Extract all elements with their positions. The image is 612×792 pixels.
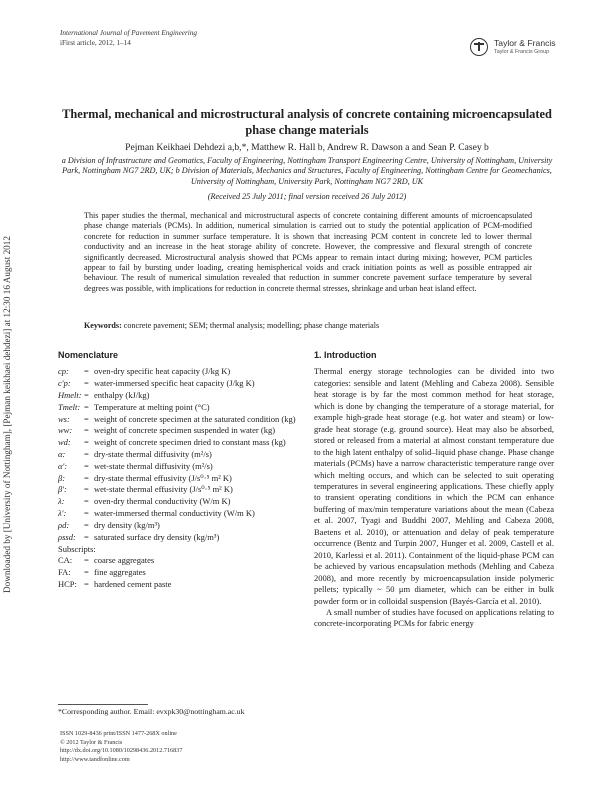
nomenclature-symbol: α':: [58, 460, 68, 471]
footnote-divider: [58, 704, 148, 705]
corresponding-author-footnote: *Corresponding author. Email: evxpk30@nottingham.ac.uk: [58, 707, 245, 716]
nomenclature-definition: enthalpy (kJ/kg): [94, 390, 150, 400]
nomenclature-item: ws: = weight of concrete specimen at the saturated condition (kg): [58, 414, 298, 425]
nomenclature-symbol: λ':: [58, 507, 67, 518]
nomenclature-item: ww: = weight of concrete specimen suspended in water (kg): [58, 425, 298, 436]
article-title: Thermal, mechanical and microstructural analysis of concrete containing microencapsulated phase change materials: [62, 107, 552, 137]
nomenclature-definition: oven-dry specific heat capacity (J/kg K): [94, 366, 231, 377]
subscript-item: CA: = coarse aggregates: [58, 555, 298, 566]
nomenclature-item: cp: = oven-dry specific heat capacity (J/kg K): [58, 366, 298, 377]
keywords: [84, 321, 532, 331]
nomenclature-definition: weight of concrete specimen at the saturated condition (kg): [94, 413, 296, 424]
subscripts-heading: Subscripts:: [58, 543, 96, 554]
subscript-definition: coarse aggregates: [94, 555, 155, 566]
nomenclature-item: ρssd: = saturated surface dry density (kg/m³): [58, 532, 298, 543]
publisher-logo: [468, 34, 568, 62]
nomenclature-definition: wet-state thermal effusivity (J/s⁰·⁵ m² K): [94, 484, 233, 495]
nomenclature-symbol: λ:: [58, 496, 65, 507]
issn-line: ISSN 1029-8436 print/ISSN 1477-268X online: [60, 730, 177, 737]
publisher-logo-icon: [470, 38, 488, 56]
introduction-paragraph: A small number of studies have focused on applications relating to concrete-incorporating PCMs for fabric energy: [314, 606, 554, 629]
nomenclature-symbol: ws:: [58, 413, 70, 424]
nomenclature-item: c'p: = water-immersed specific heat capacity (J/kg K): [58, 378, 298, 389]
nomenclature-list: [58, 366, 298, 543]
nomenclature-symbol: α:: [58, 448, 66, 459]
subscript-item: FA: = fine aggregates: [58, 567, 298, 578]
nomenclature-item: β: = dry-state thermal effusivity (J/s⁰·⁵ m² K): [58, 473, 298, 484]
nomenclature-item: α: = dry-state thermal diffusivity (m²/s): [58, 449, 298, 460]
nomenclature-symbol: β':: [58, 484, 67, 495]
nomenclature-symbol: β:: [58, 472, 66, 483]
nomenclature-item: ρd: = dry density (kg/m³): [58, 520, 298, 531]
nomenclature-definition: wet-state thermal diffusivity (m²/s): [94, 460, 213, 471]
publisher-name: Taylor & Francis: [494, 38, 556, 48]
nomenclature-definition: water-immersed thermal conductivity (W/m K): [94, 507, 255, 518]
nomenclature-symbol: c'p:: [58, 378, 71, 389]
journal-name: International Journal of Pavement Engineering: [60, 29, 197, 37]
nomenclature-symbol: cp:: [58, 366, 69, 377]
copyright-line: © 2012 Taylor & Francis: [60, 738, 123, 746]
introduction-heading: 1. Introduction: [314, 350, 377, 360]
nomenclature-symbol: wd:: [58, 437, 71, 448]
nomenclature-item: λ: = oven-dry thermal conductivity (W/m K): [58, 496, 298, 507]
nomenclature-section: [58, 350, 298, 591]
nomenclature-definition: weight of concrete specimen dried to constant mass (kg): [94, 437, 286, 448]
nomenclature-definition: Temperature at melting point (°C): [94, 401, 210, 412]
nomenclature-definition: saturated surface dry density (kg/m³): [94, 531, 220, 542]
subscript-item: HCP: = hardened cement paste: [58, 579, 298, 590]
nomenclature-definition: oven-dry thermal conductivity (W/m K): [94, 496, 231, 507]
nomenclature-symbol: Tmelt:: [58, 401, 81, 412]
download-watermark: Downloaded by [University of Nottingham], [Pejman keikhaei dehdezi] at 12:30 16 August 2012: [2, 236, 12, 594]
nomenclature-definition: weight of concrete specimen suspended in water (kg): [94, 425, 276, 436]
nomenclature-symbol: ρd:: [58, 519, 70, 530]
keywords-label: Keywords:: [84, 321, 122, 330]
nomenclature-symbol: ww:: [58, 425, 73, 436]
introduction-paragraph: Thermal energy storage technologies can be divided into two categories: sensible and latent (Mehling and Cabeza 2008). Sensible heat storage is by far the most common method for heat storage, which is done by changing the temperature of a storage material, for example high-grade heat storage (e.g. hot water and steam) or low-grade heat storage (e.g. ground source). Heat may also be absorbed, stored or released from a material at almost constant temperature due to the high latent enthalpy of solid–liquid phase change. Phase change materials (PCMs) have a narrow characteristic temperature range over which melting occurs, and which can be selected to suit operating temperatures in several engineering applications. These chiefly apply to transient operating conditions in which the PCM can enhance buffering of max/min temperature variations about the mean (Cabeza et al. 2007, Tyagi and Buddhi 2007, Mehling and Cabeza 2008, Baetens et al. 2010), or attenuation and delay of peak temperature occurrence (Bentz and Turpin 2007, Hunger et al. 2009, Castell et al. 2010, Karlessi et al. 2011). Containment of the liquid-phase PCM can be achieved by various encapsulation methods (Mehling and Cabeza 2008), and more recently by microencapsulation inside polymeric pellets; typically ~ 50 μm diameter, which can be either in bulk powder form or in colloidal suspension (Bayés-García et al. 2010).: [314, 366, 554, 606]
publication-meta: [60, 730, 182, 764]
nomenclature-definition: water-immersed specific heat capacity (J/kg K): [94, 378, 255, 389]
keywords-text: concrete pavement; SEM; thermal analysis; modelling; phase change materials: [123, 321, 380, 330]
journal-issue: iFirst article, 2012, 1–14: [60, 39, 131, 47]
publisher-website-link[interactable]: http://www.tandfonline.com: [60, 755, 130, 763]
received-dates: (Received 25 July 2011; final version received 26 July 2012): [207, 192, 407, 201]
doi-link[interactable]: http://dx.doi.org/10.1080/10298436.2012.716837: [60, 747, 183, 754]
nomenclature-item: β': = wet-state thermal effusivity (J/s⁰·⁵ m² K): [58, 484, 298, 495]
subscript-definition: fine aggregates: [94, 567, 146, 578]
publisher-tagline: Taylor & Francis Group: [494, 49, 550, 55]
nomenclature-item: Tmelt: = Temperature at melting point (°C): [58, 402, 298, 413]
article-authors: Pejman Keikhaei Dehdezi a,b,*, Matthew R. Hall b, Andrew R. Dawson a and Sean P. Casey b: [125, 142, 489, 153]
subscript-definition: hardened cement paste: [94, 578, 172, 589]
subscript-symbol: CA:: [58, 555, 73, 566]
nomenclature-definition: dry-state thermal effusivity (J/s⁰·⁵ m² K): [94, 472, 232, 483]
nomenclature-symbol: ρssd:: [58, 531, 76, 542]
nomenclature-item: Hmelt: = enthalpy (kJ/kg): [58, 390, 298, 401]
nomenclature-item: wd: = weight of concrete specimen dried to constant mass (kg): [58, 437, 298, 448]
nomenclature-definition: dry density (kg/m³): [94, 519, 160, 530]
subscript-symbol: FA:: [58, 567, 71, 578]
author-affiliations: a Division of Infrastructure and Geomatics, Faculty of Engineering, Nottingham Transport Engineering Centre, University of Nottingham, University Park, Nottingham NG7 2RD, UK; b Division of Materials, Mechanics and Structures, Faculty of Engineering, Nottingham Centre for Geomechanics, University of Nottingham, University Park, Nottingham NG7 2RD, UK: [61, 156, 553, 186]
nomenclature-symbol: Hmelt:: [58, 390, 82, 400]
nomenclature-item: λ': = water-immersed thermal conductivity (W/m K): [58, 508, 298, 519]
nomenclature-definition: dry-state thermal diffusivity (m²/s): [94, 448, 212, 459]
journal-header: [60, 28, 197, 48]
nomenclature-item: α': = wet-state thermal diffusivity (m²/s): [58, 461, 298, 472]
abstract: This paper studies the thermal, mechanical and microstructural aspects of concrete containing different amounts of microencapsulated phase change materials (PCMs). In addition, numerical simulation is carried out to study the potential application of PCM-modified concrete for reduction in summer surface temperature. It is shown that increasing PCM content in concrete led to lower thermal conductivity and an increase in the heat storage ability of concrete. However, the compressive and flexural strength of concrete significantly decreased. Microstructural analysis showed that PCMs appear to remain intact during mixing; however, PCM particles appear to fail by bursting under loading, creating hemispherical voids and crack initiation points as well as possible entrapped air behaviour. The result of numerical simulation revealed that reduction in summer concrete pavement surface temperature by several degrees was possible, with implications for reduction in concrete thermal stresses, shrinkage and urban heat island effect.: [84, 211, 532, 293]
introduction-section: [314, 350, 554, 630]
nomenclature-heading: Nomenclature: [58, 350, 119, 360]
subscript-symbol: HCP:: [58, 578, 77, 589]
